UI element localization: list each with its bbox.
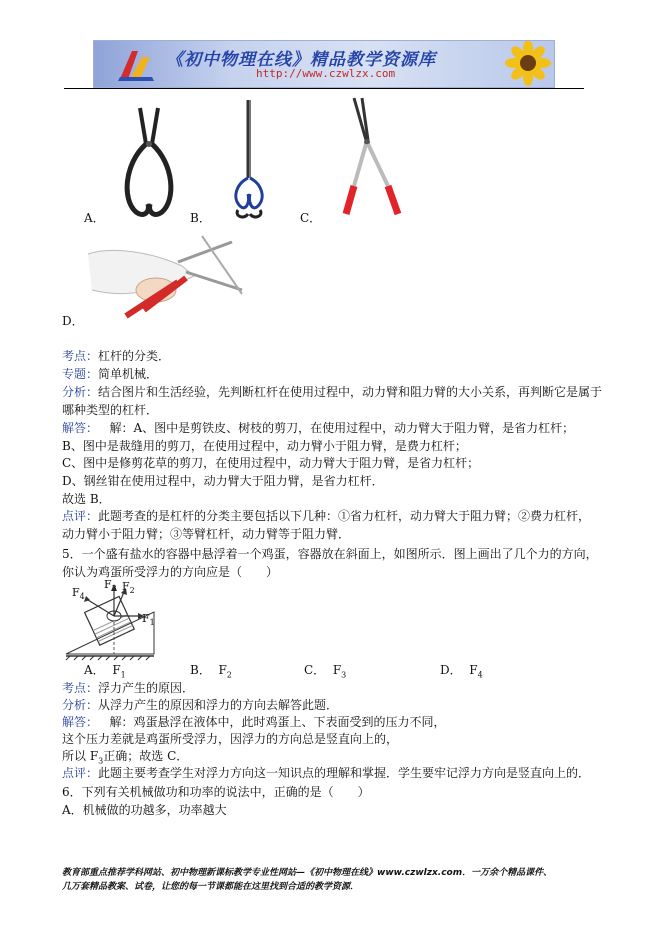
- q5-dianping-text: 此题主要考查学生对浮力方向这一知识点的理解和掌握．学生要牢记浮力方向是竖直向上的．: [98, 766, 591, 780]
- pliers-d-figure: [82, 232, 250, 324]
- q4-option-c: C．: [300, 211, 322, 225]
- q5-jieda-text-2: 这个压力差就是鸡蛋所受浮力，因浮力的方向总是竖直向上的，: [62, 732, 399, 746]
- q5-question-1: 5．一个盛有盐水的容器中悬浮着一个鸡蛋，容器放在斜面上，如图所示．图上画出了几个力的方向，: [62, 547, 598, 561]
- header-url: http://www.czwlzx.com: [256, 67, 396, 80]
- q4-option-d: D．: [62, 314, 84, 328]
- footer-line-1: 教育部重点推荐学科网站、初中物理新课标教学专业性网站—《初中物理在线》www.czwlzx.com．一万余个精品课件、: [62, 868, 553, 878]
- q4-jieda-label: 解答：: [62, 421, 99, 435]
- label-f2: $F_2$: [122, 580, 135, 596]
- label-f3: $F_3$: [104, 578, 117, 594]
- q5-jieda-label: 解答：: [62, 715, 99, 729]
- q4-fenxi: [62, 384, 602, 401]
- q4-kaodian: [62, 348, 170, 365]
- q5-kaodian-label: 考点：: [62, 681, 99, 695]
- q4-option-a: A．: [84, 211, 105, 225]
- q4-dianping: [62, 508, 590, 525]
- q4-jieda-text-2: B、图中是裁缝用的剪刀，在使用过程中，动力臂小于阻力臂，是费力杠杆；: [62, 439, 467, 453]
- q5-fenxi: [62, 697, 338, 714]
- shears-c-figure: [336, 96, 410, 222]
- q5-option-a: A． $F_1$: [84, 663, 126, 680]
- q4-fenxi-label: 分析：: [62, 385, 99, 399]
- q4-kaodian-label: 考点：: [62, 349, 99, 363]
- scissors-b-figure: [226, 98, 272, 222]
- logo-icon: [116, 47, 156, 83]
- q4-jieda-text-5: 故选 B．: [62, 492, 111, 506]
- q5-jieda-text-1: 解：鸡蛋悬浮在液体中，此时鸡蛋上、下表面受到的压力不同，: [109, 715, 446, 729]
- q4-kaodian-text: 杠杆的分类．: [98, 349, 171, 363]
- q5-incline-figure: [64, 578, 156, 664]
- q4-fenxi-text-1: 结合图片和生活经验，先判断杠杆在使用过程中，动力臂和阻力臂的大小关系，再判断它是属于: [98, 385, 603, 399]
- q5-fenxi-label: 分析：: [62, 698, 99, 712]
- q4-zhuanti: [62, 366, 158, 383]
- q5-option-b: B． $F_2$: [190, 663, 232, 680]
- q5-kaodian: [62, 680, 194, 697]
- q5-kaodian-text: 浮力产生的原因．: [98, 681, 195, 695]
- q4-zhuanti-text: 简单机械．: [98, 367, 159, 381]
- q5-fenxi-text: 从浮力产生的原因和浮力的方向去解答此题．: [98, 698, 339, 712]
- footer-line-2: 几万套精品教案、试卷，让您的每一节课都能在这里找到合适的教学资源．: [62, 882, 360, 892]
- shears-a-figure: [118, 104, 180, 222]
- header-banner: [93, 40, 555, 88]
- q4-dianping-text-2: 动力臂小于阻力臂；③等臂杠杆，动力臂等于阻力臂．: [62, 527, 351, 541]
- q5-option-d: D． $F_4$: [440, 663, 483, 680]
- q4-dianping-label: 点评：: [62, 509, 99, 523]
- q6-option-a: A．机械做的功越多，功率越大: [62, 803, 227, 817]
- q4-dianping-text-1: 此题考查的是杠杆的分类主要包括以下几种：①省力杠杆，动力臂大于阻力臂；②费力杠杆，: [98, 509, 591, 523]
- label-f1: $F_1$: [142, 612, 155, 628]
- q4-option-b: B．: [190, 211, 211, 225]
- q5-jieda: [62, 714, 445, 731]
- q4-jieda: [62, 420, 574, 437]
- q4-jieda-text-3: C、图中是修剪花草的剪刀，在使用过程中，动力臂大于阻力臂，是省力杠杆；: [62, 456, 480, 470]
- q4-jieda-text-4: D、钢丝钳在使用过程中，动力臂大于阻力臂，是省力杠杆．: [62, 474, 384, 488]
- q4-jieda-text-1: 解：A、图中是剪铁皮、树枝的剪刀，在使用过程中，动力臂大于阻力臂，是省力杠杆；: [109, 421, 575, 435]
- q5-dianping-label: 点评：: [62, 766, 99, 780]
- q5-option-c: C． $F_3$: [304, 663, 347, 680]
- q5-jieda-text-3: 所以 $F_3$正确；故选 C．: [62, 749, 189, 766]
- q5-dianping: [62, 765, 590, 782]
- header-title: 《初中物理在线》精品教学资源库: [166, 50, 436, 70]
- q4-zhuanti-label: 专题：: [62, 367, 99, 381]
- header-rule: [64, 88, 584, 89]
- q5-question-2: 你认为鸡蛋所受浮力的方向应是（ ）: [62, 565, 279, 579]
- q4-fenxi-text-2: 哪种类型的杠杆．: [62, 403, 159, 417]
- label-f4: $F_4$: [72, 586, 85, 602]
- sunflower-icon: [498, 41, 554, 87]
- q6-question: 6．下列有关机械做功和功率的说法中，正确的是（ ）: [62, 785, 370, 799]
